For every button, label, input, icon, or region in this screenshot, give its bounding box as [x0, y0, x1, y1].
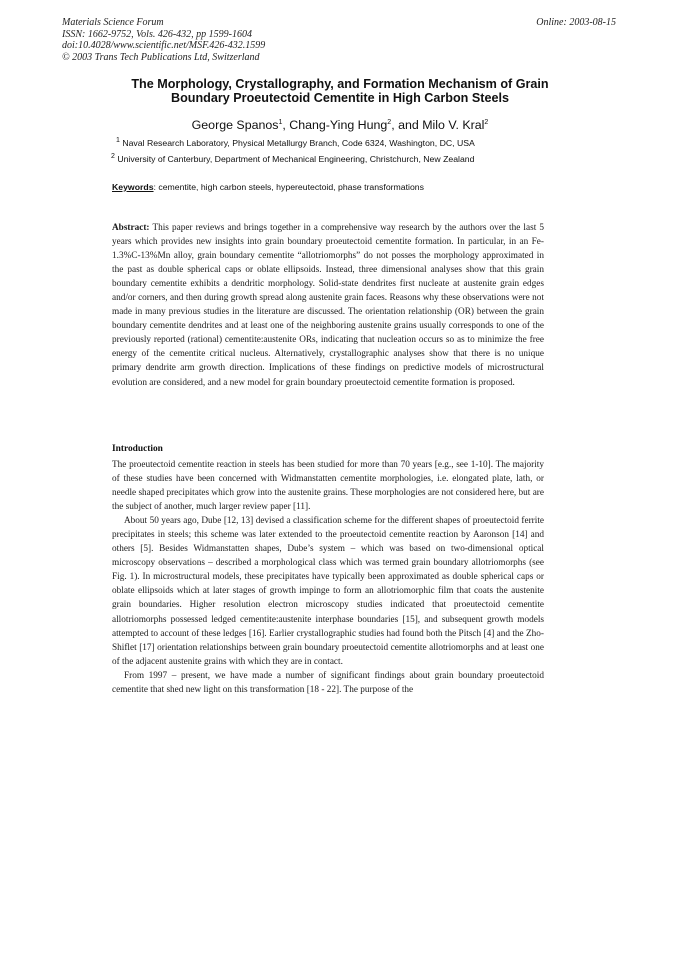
intro-paragraph-3: From 1997 – present, we have made a number of significant findings about grain boundary proeutectoid cementite that shed new light on this transformation [18 - 22]. The purpose of the — [112, 670, 544, 695]
author-2: , Chang-Ying Hung — [282, 118, 388, 132]
affiliation-1-marker: 1 — [116, 137, 120, 145]
keywords-text: : cementite, high carbon steels, hypereutectoid, phase transformations — [153, 182, 424, 192]
abstract-text: This paper reviews and brings together in a comprehensive way research by the authors over the last 5 years which provides new insights into grain boundary proeutectoid cementite formation. In particular, in an Fe-1.3%C-13%Mn alloy, grain boundary cementite “allotriomorphs” do not posses the morphology approximated in the past as double spherical caps or oblate ellipsoids. Instead, three dimensional analyses show that this grain boundary cementite exhibits a dendritic morphology. Solid-state dendrites first nucleate at austenite grain edges and/or corners, and then during growth spread along austenite grain faces. Reasons why these observations were not made in many previous studies in the literature are discussed. The orientation relationship (OR) between the grain boundary cementite dendrites and at least one of the neighboring austenite grains usually corresponds to one of the previously reported (rational) cementite:austenite ORs, indicating that nucleation occurs so as to minimize the free energy of the cementite critical nucleus. Alternatively, crystallographic analyses show that there is no unique primary dendrite arm growth direction. Implications of these findings on predictive models of microstructural evolution are considered, and a new model for grain boundary proeutectoid cementite formation is proposed. — [112, 223, 544, 388]
affiliation-2-marker: 2 — [111, 153, 115, 161]
title-line-1: The Morphology, Crystallography, and Formation Mechanism of Grain — [131, 77, 549, 91]
copyright-line: © 2003 Trans Tech Publications Ltd, Switzerland — [62, 51, 260, 63]
affiliation-1 — [116, 138, 475, 148]
author-1: George Spanos — [191, 118, 279, 132]
journal-header — [62, 17, 265, 63]
issn-line: ISSN: 1662-9752, Vols. 426-432, pp 1599-1604 — [62, 28, 252, 40]
intro-paragraph-1: The proeutectoid cementite reaction in steels has been studied for more than 70 years [e.g., see 1-10]. The majority of these studies have been concerned with Widmanstatten cementite morphologies, i.e. elongated plate, lath, or needle shaped precipitates which grow into the austenite grains. These morphologies are not considered here, but are the subject of another, much larger review paper [11]. — [112, 460, 544, 513]
author-3: , and Milo V. Kral — [391, 118, 485, 132]
author-list — [90, 118, 590, 132]
abstract-label: Abstract: — [112, 223, 150, 233]
title-line-2: Boundary Proeutectoid Cementite in High Carbon Steels — [171, 91, 509, 105]
online-date: Online: 2003-08-15 — [536, 17, 616, 28]
affiliation-1-text: Naval Research Laboratory, Physical Metallurgy Branch, Code 6324, Washington, DC, USA — [119, 138, 475, 148]
intro-paragraph-2: About 50 years ago, Dube [12, 13] devised a classification scheme for the different shapes of proeutectoid ferrite precipitates in steels; this scheme was later extended to the proeutectoid cementite reaction by Aaronson [14] and others [5]. Besides Widmanstatten shapes, Dube’s system – which was based on two-dimensional optical microscopy observations – described a morphological class which was termed grain boundary allotriomorphs (see Fig. 1). In microstructural models, these precipitates have typically been approximated as double spherical caps or oblate ellipsoids which at later stages of growth impinge to form an allotriomorphic film that coats the austenite grain boundaries. Higher resolution electron microscopy studies indicated that proeutectoid cementite allotriomorphs possessed ledged cementite:austenite interphase boundaries [15], and subsequent growth models attempted to account of these ledges [16]. Earlier crystallographic studies had found both the Pitsch [4] and the Zho-Shiflet [17] orientation relationships between grain boundary proeutectoid cementite allotriomorphs and at least one of the adjacent austenite grains with which they are in contact. — [112, 516, 544, 667]
author-1-affil: 1 — [278, 118, 283, 126]
introduction-heading: Introduction — [112, 444, 163, 454]
doi-line[interactable]: doi:10.4028/www.scientific.net/MSF.426-432.1599 — [62, 40, 266, 51]
keywords — [112, 182, 424, 192]
author-3-affil: 2 — [484, 118, 489, 126]
keywords-label: Keywords — [112, 182, 154, 192]
paper-title — [90, 77, 590, 105]
author-2-affil: 2 — [387, 118, 392, 126]
abstract — [112, 221, 544, 390]
introduction-body — [112, 458, 544, 697]
affiliation-2-text: University of Canterbury, Department of Mechanical Engineering, Christchurch, New Zealand — [114, 154, 475, 164]
affiliation-2 — [111, 154, 474, 164]
journal-name: Materials Science Forum — [62, 17, 164, 28]
